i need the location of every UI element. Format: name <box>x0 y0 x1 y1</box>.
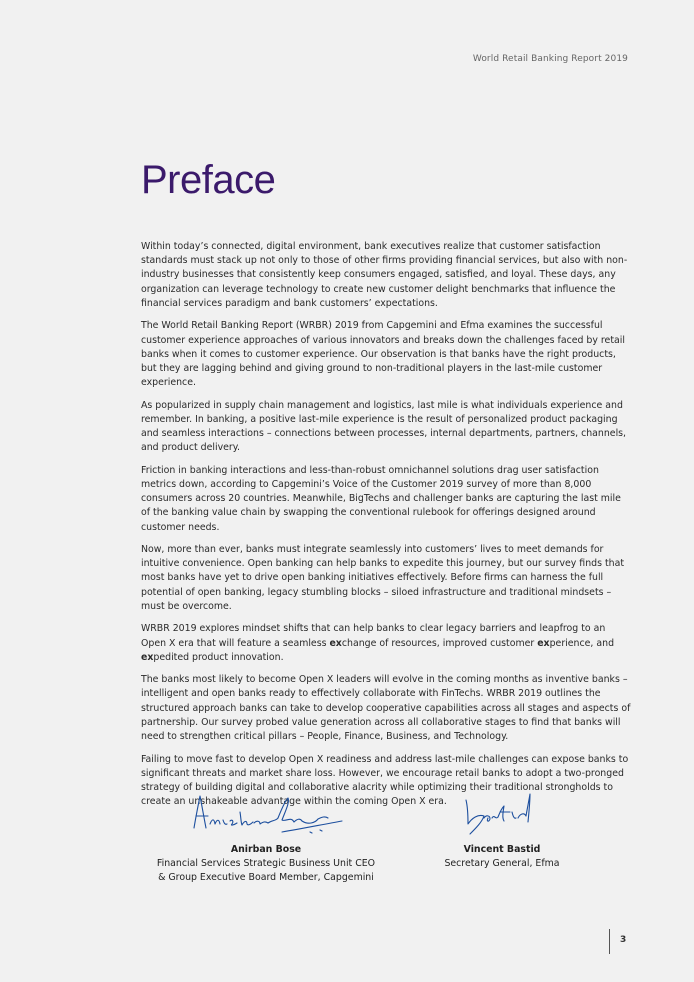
signatory-name: Anirban Bose <box>230 844 302 855</box>
paragraph: Failing to move fast to develop Open X readiness and address last-mile challenges can expose banks to significant threats and market share loss. However, we encourage retail banks to adopt a two-pronged strategy of building digital and collaborative alacrity while optimizing their traditional strongholds to create an unshakeable advantage within the coming Open X era. <box>141 753 629 808</box>
paragraph: Within today’s connected, digital environment, bank executives realize that customer satisfaction standards must stack up not only to those of other firms providing financial services, but also with non-industry businesses that consistently keep consumers engaged, satisfied, and loyal. These days, any organization can leverage technology to create new customer delight benchmarks that influence the financial services paradigm and bank customers’ expectations. <box>141 241 628 309</box>
paragraph: Friction in banking interactions and less-than-robust omnichannel solutions drag user satisfaction metrics down, according to Capgemini’s Voice of the Customer 2019 survey of more than 8,000 consumers across 20 countries. Meanwhile, BigTechs and challenger banks are capturing the last mile of the banking value chain by swapping the conventional rulebook for offerings designed around customer needs. <box>141 464 621 533</box>
report-header: World Retail Banking Report 2019 <box>472 54 628 64</box>
emphasis-ex: ex <box>537 637 550 649</box>
signatory-role: Secretary General, Efma <box>444 858 560 869</box>
signatory-anirban-bose <box>150 788 382 885</box>
signature-block <box>0 788 694 898</box>
handwritten-signature-image <box>150 788 382 843</box>
paragraph: The World Retail Banking Report (WRBR) 2019 from Capgemini and Efma examines the successful customer experience approaches of various innovators and breaks down the challenges faced by retail banks when it comes to customer experience. Our observation is that banks have the right products, but they are lagging behind and giving ground to non-traditional players in the last-mile customer experience. <box>141 320 625 389</box>
paragraph: As popularized in supply chain management and logistics, last mile is what individuals experience and remember. In banking, a positive last-mile experience is the result of personalized product packaging and seamless interactions – connections between processes, internal departments, partners, channels, and product delivery. <box>141 399 627 454</box>
page-title: Preface <box>141 158 276 202</box>
preface-body <box>141 240 631 818</box>
signatory-vincent-bastid <box>432 788 572 871</box>
signatory-role: & Group Executive Board Member, Capgemini <box>158 872 374 883</box>
emphasis-ex: ex <box>329 637 342 649</box>
handwritten-signature-image <box>432 788 572 843</box>
paragraph: The banks most likely to become Open X leaders will evolve in the coming months as inventive banks – intelligent and open banks ready to effectively collaborate with FinTechs. WRBR 2019 outlines the structured approach banks can take to develop cooperative capabilities across all stages and aspects of partnership. Our survey probed value generation across all collaborative stages to find that banks will need to strengthen critical pillars – People, Finance, Business, and Technology. <box>141 674 631 743</box>
signatory-name: Vincent Bastid <box>463 844 541 855</box>
page-number: 3 <box>620 935 627 945</box>
page-number-divider <box>609 929 610 954</box>
paragraph: Now, more than ever, banks must integrate seamlessly into customers’ lives to meet demands for intuitive convenience. Open banking can help banks to expedite this journey, but our survey finds that most banks have yet to drive open banking initiatives effectively. Before firms can harness the full potential of open banking, legacy stumbling blocks – siloed infrastructure and traditional mindsets – must be overcome. <box>141 544 624 612</box>
signatory-role: Financial Services Strategic Business Unit CEO <box>156 858 376 869</box>
emphasis-ex: ex <box>141 651 154 663</box>
paragraph-open-x: WRBR 2019 explores mindset shifts that can help banks to clear legacy barriers and leapfrog to an Open X era that will feature a seamless exchange of resources, improved customer experience, and expedited product innovation. <box>141 623 615 663</box>
